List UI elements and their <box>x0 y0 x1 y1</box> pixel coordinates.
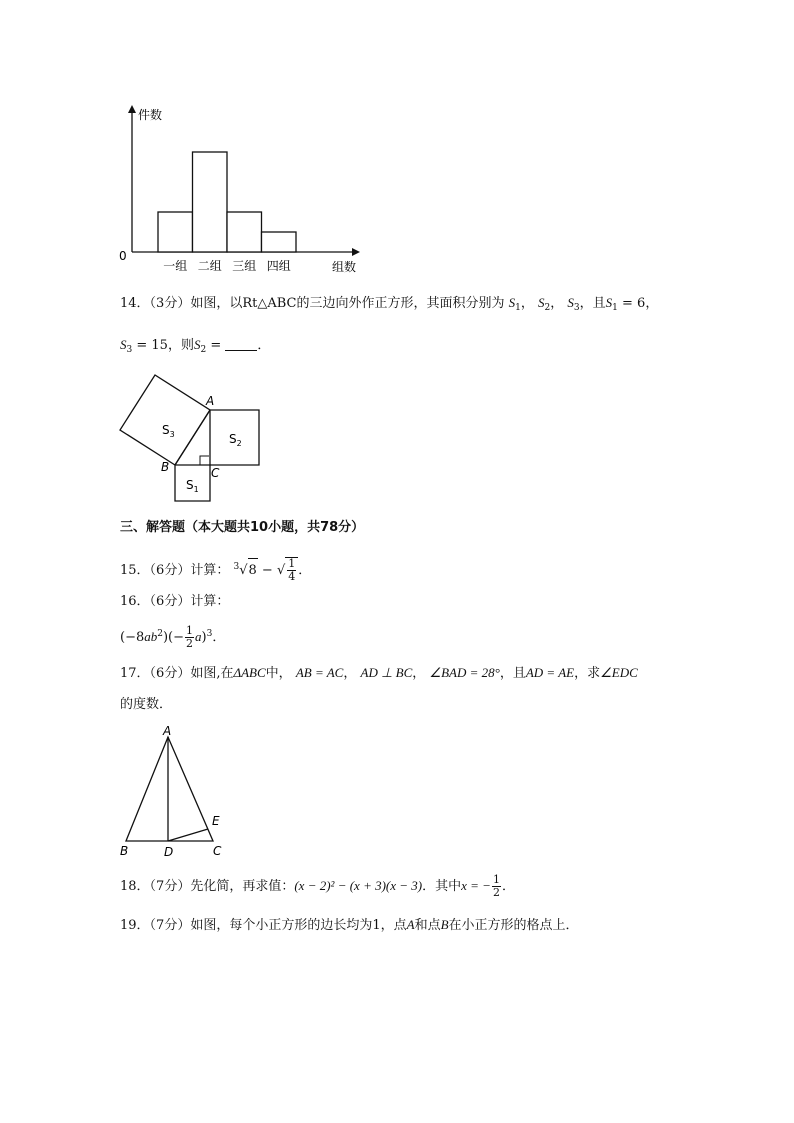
q14-label-s1: $S_1$ <box>186 478 199 494</box>
question-19 <box>120 916 579 935</box>
question-18 <box>120 874 515 899</box>
q17-angle: ∠EDC <box>600 665 638 680</box>
q15-frac-den: 4 <box>288 570 296 583</box>
q16-expr-c: ) <box>201 630 207 645</box>
q16-expr-ab: ab <box>144 629 158 644</box>
q19-point-b: B <box>440 917 449 932</box>
q14-period: ． <box>257 338 271 353</box>
q16-expr-a: (−8 <box>120 630 145 645</box>
q17-text-b: 中， <box>265 666 292 681</box>
q14-text-b: ，且 <box>579 296 606 311</box>
q14-label-s2: $S_2$ <box>229 432 242 448</box>
q17-eq4: AD = AE <box>525 665 575 680</box>
q17-label-e: E <box>212 814 220 828</box>
q14-eq-s1: = 6 <box>622 296 646 311</box>
q14-answer-blank[interactable] <box>225 338 257 351</box>
section-3-title: 三、解答题（本大题共10小题，共78分） <box>120 520 365 535</box>
question-16-expression <box>120 622 225 650</box>
question-17-line-2: 的度数． <box>120 697 173 712</box>
q15-frac-num: 1 <box>288 557 296 570</box>
q19-number: 19． <box>120 918 150 933</box>
q14-hypotenuse <box>175 410 210 465</box>
q14-sep-3: ， <box>645 296 659 311</box>
q17-tri: ΔABC <box>233 665 266 680</box>
question-14-line-2 <box>120 336 270 359</box>
q16-period: ． <box>212 630 226 645</box>
q16-expr-b: )(− <box>162 630 185 645</box>
q18-expr: (x − 2)² − (x + 3)(x − 3) <box>294 878 423 893</box>
category-label-1: 一组 <box>163 259 188 273</box>
q14-right-angle-mark <box>200 456 209 465</box>
q14-s2-again: S <box>193 337 201 352</box>
q14-s3-sub: 3 <box>573 303 580 313</box>
question-14-line-1 <box>120 294 658 317</box>
q15-minus: − <box>257 563 277 578</box>
q14-eq-s2: = <box>210 338 222 353</box>
q15-cube-index: 3 <box>233 562 240 572</box>
q16-exp2: 2 <box>157 629 163 639</box>
q16-frac-den: 2 <box>186 637 194 650</box>
q14-s1-again: S <box>605 295 613 310</box>
q17-figure <box>110 725 240 865</box>
bar-4 <box>262 232 297 252</box>
q15-score: （6分） <box>149 563 191 578</box>
q17-text-c: ，且 <box>499 666 526 681</box>
q14-sep-1: ， <box>520 296 534 311</box>
category-label-2: 二组 <box>197 259 222 273</box>
q14-label-a: A <box>206 394 215 408</box>
q18-x-eq: x = − <box>461 878 491 893</box>
question-15 <box>120 555 311 583</box>
category-label-4: 四组 <box>266 259 291 273</box>
q14-s2-sub: 2 <box>544 303 551 313</box>
q16-exp3: 3 <box>206 629 213 639</box>
q18-text-b: ．其中 <box>422 879 462 894</box>
y-axis-arrow <box>128 105 136 113</box>
q14-eq-s3: = 15 <box>136 338 168 353</box>
bar-1 <box>158 212 193 252</box>
q14-s1-sub: 1 <box>515 303 521 313</box>
q14-label-b: B <box>161 460 170 474</box>
q14-s1-again-sub: 1 <box>612 303 618 313</box>
q17-text-a: 如图,在 <box>190 666 234 681</box>
q18-score: （7分） <box>149 879 191 894</box>
q18-period: ． <box>501 879 515 894</box>
q17-label-d: D <box>164 845 174 859</box>
q17-segment-de <box>168 829 208 841</box>
q14-square-s3 <box>120 375 210 465</box>
q15-text: 计算： <box>190 563 230 578</box>
origin-label: 0 <box>119 249 127 263</box>
q16-number: 16． <box>120 594 150 609</box>
q14-text-c: ，则 <box>167 338 194 353</box>
q17-score: （6分） <box>149 666 191 681</box>
q19-text-c: 在小正方形的格点上． <box>448 918 579 933</box>
q17-eq1: AB = AC <box>295 665 344 680</box>
q15-number: 15． <box>120 563 150 578</box>
bar-2 <box>193 152 228 252</box>
histogram-chart <box>110 100 380 280</box>
question-17-line-1 <box>120 664 638 683</box>
q15-cube-root: $^3$√8 <box>233 563 257 578</box>
q14-sep-2: ， <box>550 296 564 311</box>
q17-triangle-abc <box>126 737 213 841</box>
q14-s2-again-sub: 2 <box>200 345 207 355</box>
q17-sep-2: ， <box>412 666 426 681</box>
x-axis-label: 组数 <box>332 260 357 274</box>
question-16 <box>120 593 229 611</box>
q14-s3: S <box>567 295 574 310</box>
y-axis-label: 件数 <box>138 108 163 122</box>
q14-label-c: C <box>211 466 220 480</box>
q19-score: （7分） <box>149 918 191 933</box>
q16-expr-a2: a <box>195 629 202 644</box>
q18-frac-num: 1 <box>492 873 500 886</box>
q17-text-d: ，求 <box>574 666 601 681</box>
q17-eq2: AD ⊥ BC <box>360 665 413 680</box>
q14-s2: S <box>538 295 545 310</box>
x-axis-arrow <box>352 248 360 256</box>
q15-sqrt-frac: √ $\frac{1}{4}$ <box>277 563 298 578</box>
q17-label-b: B <box>120 844 129 858</box>
q18-text: 先化简，再求值： <box>190 879 295 894</box>
q14-text-a: 如图，以Rt△ABC的三边向外作正方形，其面积分别为 <box>190 296 505 311</box>
q16-text: 计算： <box>190 594 230 609</box>
q16-frac-num: 1 <box>186 624 194 637</box>
q15-radicand: 8 <box>248 558 258 583</box>
q19-text-b: 和点 <box>414 918 441 933</box>
q14-label-s3: $S_3$ <box>162 423 175 439</box>
q19-point-a: A <box>406 917 415 932</box>
q14-s3-again-sub: 3 <box>126 345 133 355</box>
q18-frac-den: 2 <box>492 886 500 899</box>
q17-eq3: ∠BAD = 28° <box>429 665 500 680</box>
q14-number: 14． <box>120 296 150 311</box>
q14-figure <box>110 370 270 510</box>
q19-text: 如图，每个小正方形的边长均为1，点 <box>190 918 407 933</box>
category-label-3: 三组 <box>232 259 257 273</box>
q17-number: 17． <box>120 666 150 681</box>
q17-label-c: C <box>213 844 222 858</box>
q16-score: （6分） <box>149 594 191 609</box>
q15-period: ． <box>298 563 312 578</box>
q17-sep-1: ， <box>343 666 357 681</box>
bar-3 <box>227 212 262 252</box>
q14-s1: S <box>508 295 516 310</box>
q17-label-a: A <box>163 725 172 738</box>
q14-score: （3分） <box>149 296 191 311</box>
q18-number: 18． <box>120 879 150 894</box>
q14-s3-again: S <box>120 337 127 352</box>
